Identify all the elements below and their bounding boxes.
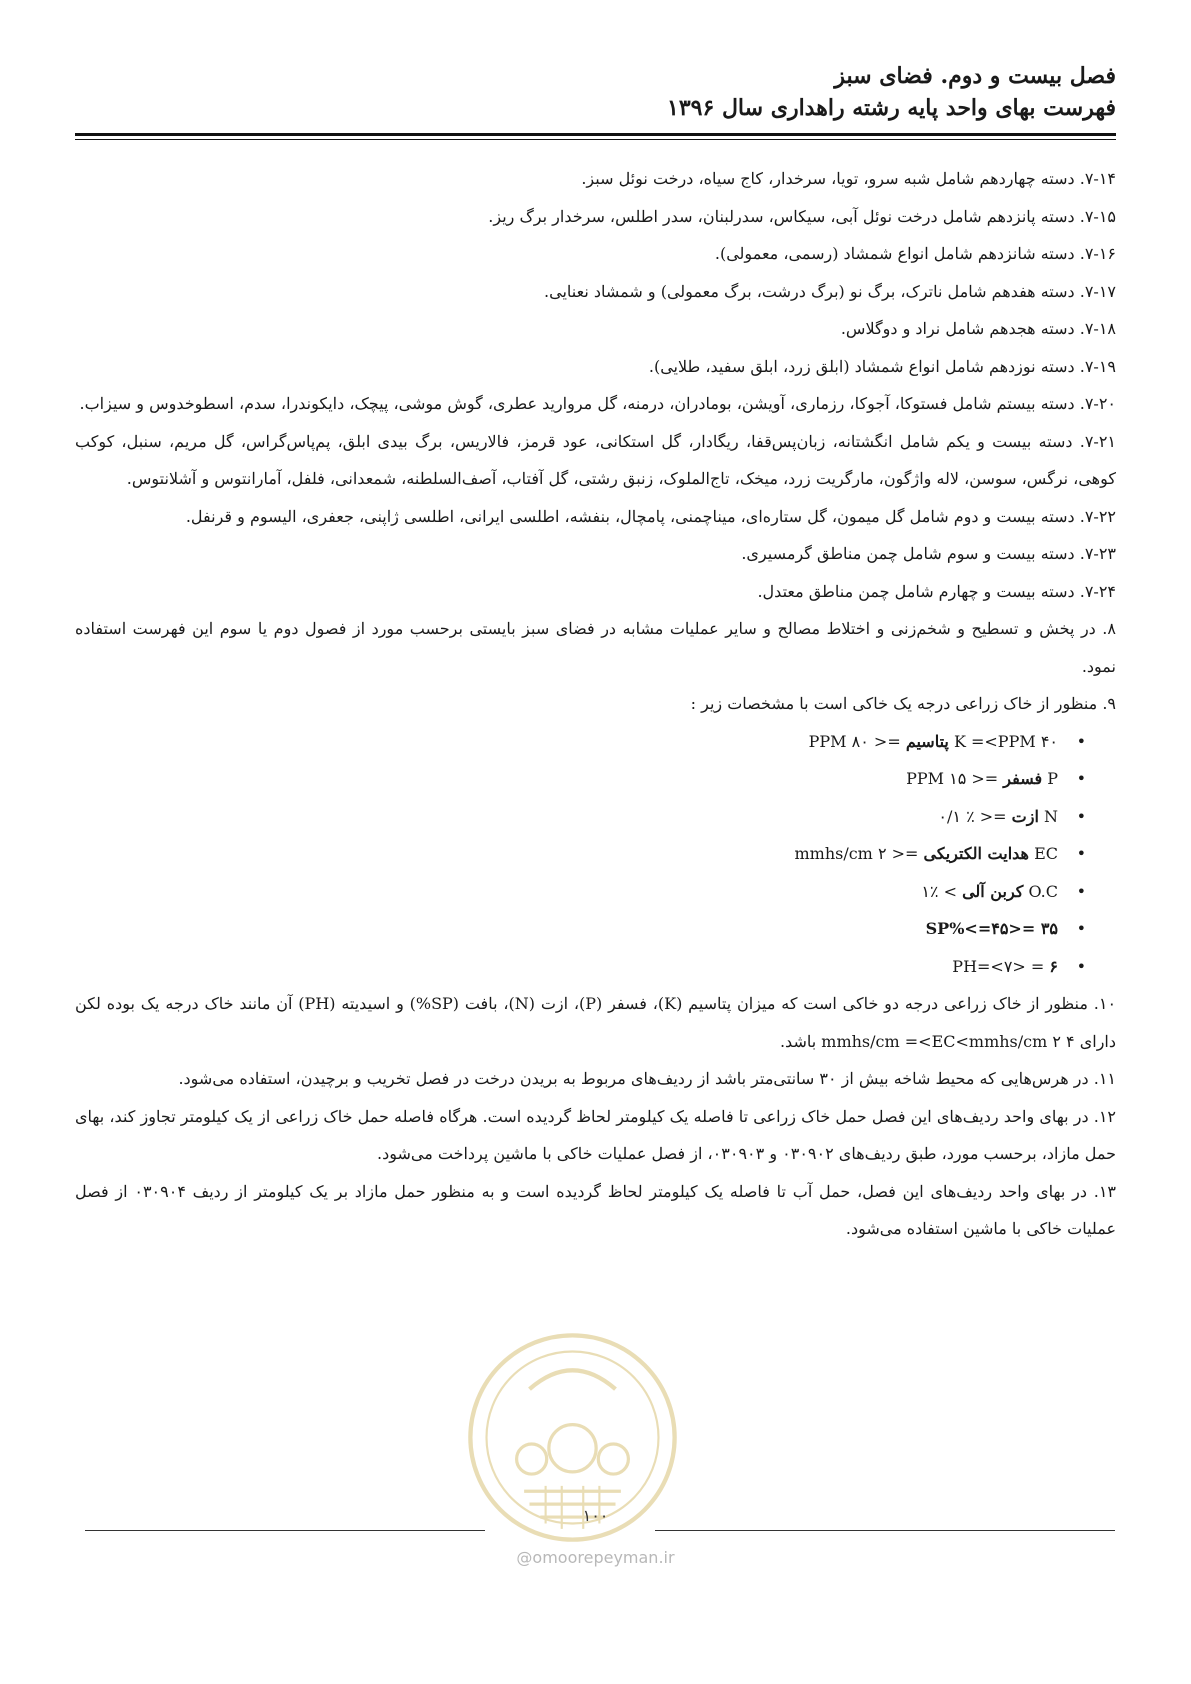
page-header: [75, 60, 1116, 124]
paragraph-7-24: ۷-۲۴. دسته بیست و چهارم شامل چمن مناطق معتدل.: [757, 581, 1116, 601]
list-item: • ۴۰ K =<PPM پتاسیم =< ۸۰ PPM: [75, 723, 1058, 761]
page-number: ۱۰۰: [582, 1506, 609, 1525]
list-item: • EC هدایت الکتریکی =< ۲ mmhs/cm: [75, 835, 1058, 873]
list-item: • N ازت =< ٪ ۰/۱: [75, 798, 1058, 836]
watermark-url: @omoorepeyman.ir: [516, 1548, 675, 1567]
paragraph-9: ۹. منظور از خاک زراعی درجه یک خاکی است با مشخصات زیر :: [690, 694, 1116, 713]
header-rule-thick: [75, 133, 1116, 136]
header-rule-thin: [75, 139, 1116, 140]
paragraph-7-22: ۷-۲۲. دسته بیست و دوم شامل گل میمون، گل ستاره‌ای، میناچمنی، پامچال، بنفشه، اطلسی ایرانی، اطلسی ژاپنی، جعفری، الیسوم و قرنفل.: [185, 506, 1116, 526]
chapter-title: فصل بیست و دوم. فضای سبز: [834, 63, 1116, 89]
list-item: • ۳۵ =<SP%<=۴۵: [75, 910, 1058, 948]
paragraph-7-14: ۷-۱۴. دسته چهاردهم شامل شبه سرو، تویا، سرخدار، کاج سیاه، درخت نوئل سبز.: [581, 169, 1116, 188]
paragraph-7-23: ۷-۲۳. دسته بیست و سوم شامل چمن مناطق گرمسیری.: [741, 544, 1116, 563]
paragraph-7-21: ۷-۲۱. دسته بیست و یکم شامل انگشتانه، زبان‌پس‌قفا، ریگادار، گل استکانی، عود قرمز، فالاریس، برگ بیدی ابلق، پم‌پاس‌گراس، گل مریم، سنبل، کوکب کوهی، نرگس، سوسن، لاله واژگون، مارگریت زرد، میخک، تاج‌الملوک، زنبق رشتی، گل آفتاب، آصف‌السلطنه، شمعدانی، فلفل، آمارانتوس و آشلانتوس.: [75, 431, 1117, 488]
paragraph-7-16: ۷-۱۶. دسته شانزدهم شامل انواع شمشاد (رسمی، معمولی).: [714, 244, 1116, 263]
paragraph-8: ۸. در پخش و تسطیح و شخم‌زنی و اختلاط مصالح و سایر عملیات مشابه در فضای سبز بایستی برحسب مورد از فصول دوم یا سوم این فهرست استفاده نمود.: [75, 619, 1116, 676]
paragraph-13: ۱۳. در بهای واحد ردیف‌های این فصل، حمل آب تا فاصله یک کیلومتر لحاظ گردیده است و به منظور حمل مازاد بر یک کیلومتر از ردیف ۰۳۰۹۰۴ از فصل عملیات خاکی با ماشین استفاده می‌شود.: [75, 1181, 1117, 1238]
chapter-subtitle: فهرست بهای واحد پایه رشته راهداری سال ۱۳۹۶: [667, 95, 1116, 121]
paragraph-7-17: ۷-۱۷. دسته هفدهم شامل ناترک، برگ نو (برگ درشت، برگ معمولی) و شمشاد نعنایی.: [544, 281, 1116, 301]
document-body: [75, 160, 1116, 1248]
list-item: • P فسفر =< ۱۵ PPM: [75, 760, 1058, 798]
paragraph-12: ۱۲. در بهای واحد ردیف‌های این فصل حمل خاک زراعی تا فاصله یک کیلومتر لحاظ گردیده است. هرگاه فاصله حمل خاک زراعی از یک کیلومتر تجاوز کند، بهای حمل مازاد، برحسب مورد، طبق ردیف‌های ۰۳۰۹۰۲ و ۰۳۰۹۰۳، از فصل عملیات خاکی با ماشین پرداخت می‌شود.: [75, 1106, 1116, 1163]
list-item: • O.C کربن آلی > ٪۱: [75, 873, 1058, 911]
paragraph-7-19: ۷-۱۹. دسته نوزدهم شامل انواع شمشاد (ابلق زرد، ابلق سفید، طلایی).: [648, 356, 1116, 376]
paragraph-7-18: ۷-۱۸. دسته هجدهم شامل نراد و دوگلاس.: [840, 319, 1116, 338]
footer-rule-left: [85, 1530, 485, 1531]
footer-rule-right: [655, 1530, 1115, 1531]
paragraph-11: ۱۱. در هرس‌هایی که محیط شاخه بیش از ۳۰ سانتی‌متر باشد از ردیف‌های مربوط به بریدن درخت در فصل تخریب و برچیدن، استفاده می‌شود.: [178, 1069, 1116, 1088]
paragraph-7-20: ۷-۲۰. دسته بیستم شامل فستوکا، آجوکا، رزماری، آویشن، بومادران، درمنه، گل مروارید عطری، گوش موشی، پیچک، دایکوندرا، سدم، اسطوخدوس و سیزاب.: [79, 394, 1116, 413]
soil-spec-list: [75, 723, 1116, 986]
paragraph-10: ۱۰. منظور از خاک زراعی درجه دو خاکی است که میزان پتاسیم (K)، فسفر (P)، ازت (N)، بافت (SP%) و اسیدیته (PH) آن مانند خاک درجه یک بوده لکن دارای ۴ mmhs/cm =<EC<mmhs/cm ۲ باشد.: [75, 994, 1117, 1051]
paragraph-7-15: ۷-۱۵. دسته پانزدهم شامل درخت نوئل آبی، سیکاس، سدرلبنان، سدر اطلس، سرخدار برگ ریز.: [488, 206, 1116, 226]
list-item: • ۶ = <PH=<۷: [75, 948, 1058, 986]
